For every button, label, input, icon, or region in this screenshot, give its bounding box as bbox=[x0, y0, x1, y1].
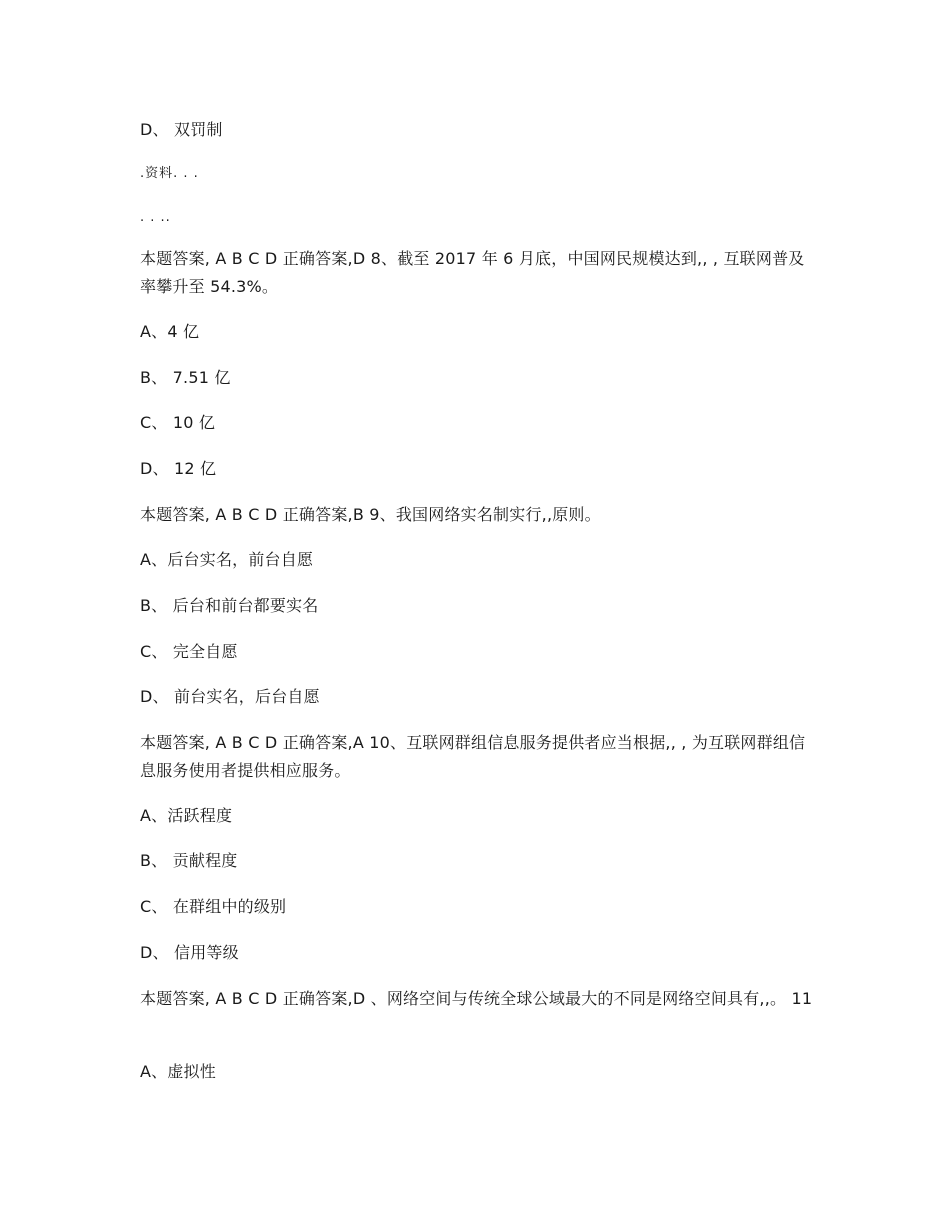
option-d-q7: D、 双罚制 bbox=[140, 120, 223, 139]
option-b-q8: B、 7.51 亿 bbox=[140, 368, 231, 387]
answer-q8-question-9: 本题答案, A B C D 正确答案,B 9、我国网络实名制实行,,原则。 bbox=[140, 505, 601, 524]
answer-q10-question-11: 本题答案, A B C D 正确答案,D 、网络空间与传统全球公域最大的不同是网络空间具有,,。 11 bbox=[140, 989, 813, 1008]
option-a-q9: A、后台实名，前台自愿 bbox=[140, 550, 314, 569]
option-c-q10: C、 在群组中的级别 bbox=[140, 897, 287, 916]
source-note: .资料. . . bbox=[140, 166, 199, 181]
option-b-q9: B、 后台和前台都要实名 bbox=[140, 596, 319, 615]
option-a-q8: A、4 亿 bbox=[140, 322, 200, 341]
option-d-q10: D、 信用等级 bbox=[140, 943, 239, 962]
option-d-q8: D、 12 亿 bbox=[140, 459, 217, 478]
ellipsis-line: . . .. bbox=[140, 210, 171, 225]
answer-q9-question-10: 本题答案, A B C D 正确答案,A 10、互联网群组信息服务提供者应当根据,, , 为互联网群组信息服务使用者提供相应服务。 bbox=[140, 733, 806, 780]
option-c-q9: C、 完全自愿 bbox=[140, 642, 238, 661]
option-c-q8: C、 10 亿 bbox=[140, 413, 216, 432]
option-b-q10: B、 贡献程度 bbox=[140, 851, 238, 870]
option-a-q11: A、虚拟性 bbox=[140, 1062, 216, 1081]
answer-q7-question-8: 本题答案, A B C D 正确答案,D 8、截至 2017 年 6 月底，中国网民规模达到,, , 互联网普及率攀升至 54.3%。 bbox=[140, 249, 805, 296]
option-d-q9: D、 前台实名，后台自愿 bbox=[140, 687, 320, 706]
option-a-q10: A、活跃程度 bbox=[140, 806, 233, 825]
